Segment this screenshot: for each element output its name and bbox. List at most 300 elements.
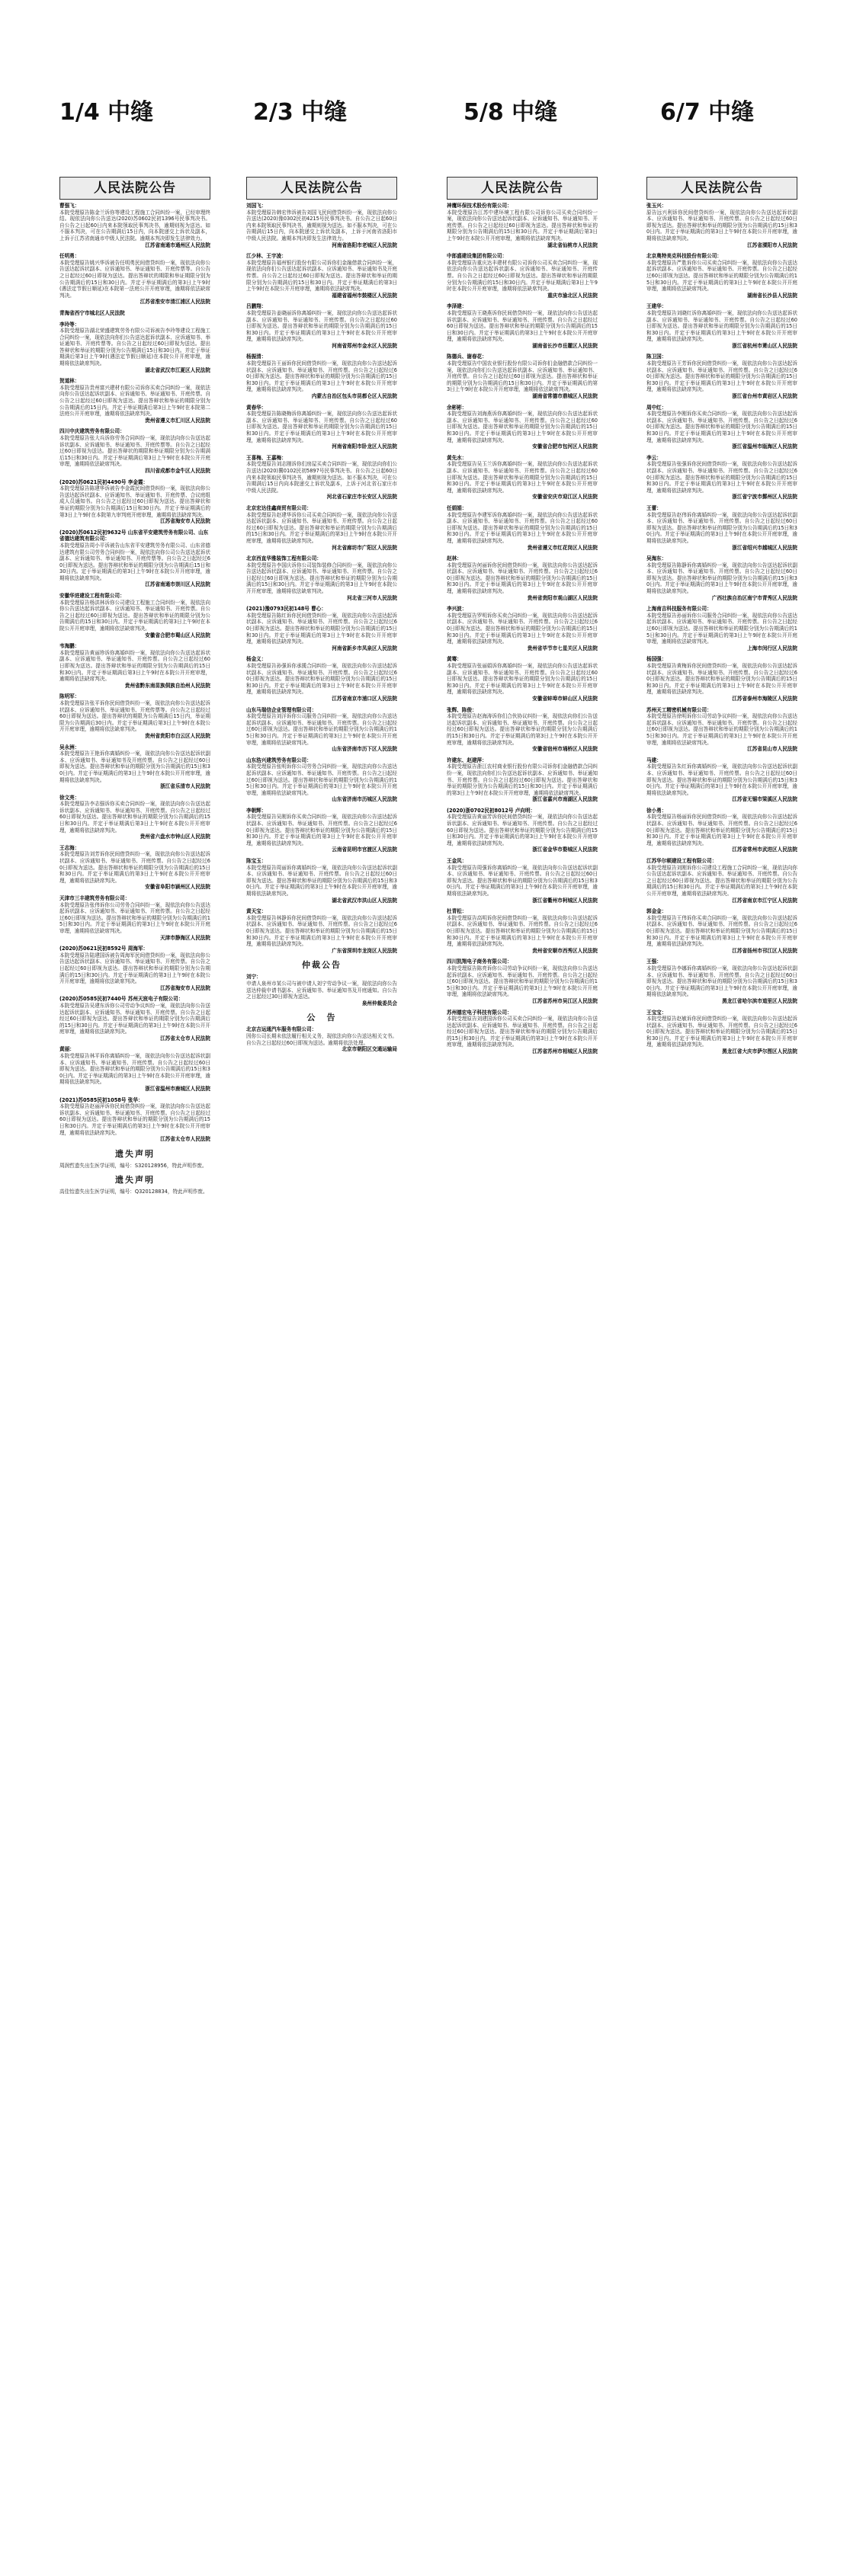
notice-addressee: 陈卫国：	[646, 354, 667, 360]
notice-court: 江苏省太仓市人民法院	[160, 1035, 210, 1042]
notice-text: 本院受理原告徐明诉你公司劳动争议纠纷一案，现依法向你公告送达起诉状副本、应诉通知书、举证通知书、开庭传票。自公告之日起经过60日即视为送达。提出答辩状和举证的期限分别为公告期满后的15日和30日内。并定于举证期满后的第3日上午9时在本院公开开庭审理，逾期将依法缺席判决。	[646, 713, 797, 746]
notice-court: 江苏省南通市通州区人民法院	[145, 242, 210, 248]
notice-addressee: 贺道林：	[59, 378, 80, 385]
notice-addressee: 王志海：	[59, 844, 80, 851]
notice-addressee: 任娟娟：	[447, 504, 467, 511]
court-notice	[59, 378, 210, 424]
notice-addressee: 杜青松：	[447, 908, 467, 915]
notice-court: 湖北省武汉市洪山区人民法院	[332, 897, 397, 904]
notice-addressee: 江少林、王宇凌：	[246, 253, 287, 260]
notice-court: 江苏省淮安市清江浦区人民法院	[140, 299, 210, 306]
court-notice	[646, 253, 797, 299]
court-notice	[246, 1026, 397, 1052]
notice-court: 湖北省武汉市江夏区人民法院	[145, 366, 210, 373]
notice-addressee: 周中红：	[646, 404, 667, 411]
notice-list	[59, 200, 210, 1195]
court-notice	[646, 303, 797, 349]
court-notice	[646, 656, 797, 702]
notice-addressee: (2021)苏0585民初1058号 张华：	[59, 1096, 143, 1103]
notice-text: 本院受理原告赵建华诉你公司买卖合同纠纷一案，现依法向你公告送达起诉状副本、应诉通知书、举证通知书、开庭传票。自公告之日起经过60日即视为送达。提出答辩状和举证的期限分别为公告期满后的15日和30日内。并定于举证期满后的第3日上午9时在本院公开开庭审理，逾期将依法缺席判决。	[246, 511, 397, 544]
notice-addressee: 杨国强：	[646, 656, 667, 663]
notice-addressee: 北京西直华雅装饰工程有限公司：	[246, 555, 322, 562]
notice-text: 本院受理原告赵海涛诉你们合伙协议纠纷一案，现依法向你们公告送达起诉状副本、应诉通知书、举证通知书、开庭传票。自公告之日起经过60日即视为送达。提出答辩状和举证的期限分别为公告期满后的15日和30日内。并定于举证期满后的第3日上午9时在本院公开开庭审理，逾期将依法缺席判决。	[447, 713, 598, 746]
court-notice	[646, 808, 797, 853]
notice-court: 浙江省嘉兴市南湖区人民法院	[532, 796, 598, 803]
notice-text: 本院受理原告赵伟诉你离婚纠纷一案，现依法向你公告送达起诉状副本、应诉通知书、举证通知书、开庭传票。自公告之日起经过60日即视为送达。提出答辩状和举证的期限分别为公告期满后的15日和30日内。并定于举证期满后的第3日上午9时在本院公开开庭审理，逾期将依法缺席判决。	[646, 511, 797, 544]
notice-text: 本院受理原告王晓燕诉你民间借贷纠纷一案，现依法向你公告送达起诉状副本、应诉通知书、举证通知书、开庭传票。自公告之日起经过60日即视为送达。提出答辩状和举证的期限分别为公告期满后的15日和30日内。并定于举证期满后的第3日上午9时在本院公开开庭审理，逾期将依法缺席判决。	[447, 309, 598, 343]
notice-addressee: 赵林：	[447, 555, 462, 562]
notice-addressee: 吴海东：	[646, 555, 667, 562]
notice-court: 安徽省合肥市包河区人民法院	[532, 443, 598, 450]
notice-addressee: 陈宝玉：	[246, 858, 267, 865]
notice-addressee: 杨金义：	[246, 656, 267, 663]
court-notice	[59, 1046, 210, 1092]
court-notice	[447, 808, 598, 853]
court-notice	[246, 253, 397, 299]
notice-text: 本院受理原告刘芳诉你民间借贷纠纷一案，现依法向你公告送达起诉状副本、应诉通知书、举证通知书、开庭传票。自公告之日起经过60日即视为送达。提出答辩状和举证的期限分别为公告期满后的15日和30日内。并定于举证期满后的第3日上午9时在本院公开开庭审理，逾期将依法缺席判决。	[59, 851, 210, 884]
notice-addressee: 徐小勇：	[646, 807, 667, 814]
court-notice	[447, 555, 598, 601]
notice-addressee: 吴永洲：	[59, 744, 80, 750]
notice-court: 贵州省遵义市汇川区人民法院	[145, 417, 210, 424]
notice-court: 黑龙江省大庆市萨尔图区人民法院	[722, 1048, 797, 1055]
lost-notice-title: 遗失声明	[115, 1148, 155, 1159]
notice-court: 黑龙江省哈尔滨市道里区人民法院	[722, 997, 797, 1004]
court-notice	[646, 505, 797, 551]
notice-court: 浙江省台州市黄岩区人民法院	[732, 393, 797, 400]
court-notice	[59, 795, 210, 840]
notice-text: 本院受理原告刘志刚诉你们房屋买卖合同纠纷一案，现依法向你们公告送达(2020)冀0102民初5897号民事判决书。自公告之日起60日内来本院领取民事判决书，逾期则视为送达。如不服本判决，可在公告期满后15日内向本院递交上诉状及副本，上诉于河北省石家庄市中级人民法院。	[246, 461, 397, 494]
notice-text: 本院受理原告周丽诉你离婚纠纷一案，现依法向你公告送达起诉状副本、应诉通知书、举证通知书、开庭传票。自公告之日起经过60日即视为送达。提出答辩状和举证的期限分别为公告期满后的15日和30日内。并定于举证期满后的第3日上午9时在本院公开开庭审理，逾期将依法缺席判决。	[246, 864, 397, 897]
notice-text: 因你公司长期未依法履行相关义务，现依法向你公告送达相关文书。自公告之日起经过60日即视为送达。逾期将依法处理。	[246, 1032, 397, 1046]
notice-court: 浙江省金华市婺城区人民法院	[532, 846, 598, 853]
notice-court: 河北省三河市人民法院	[347, 594, 397, 601]
column-5-8	[447, 177, 598, 2565]
lost-notice-text: 高佳怡遗失出生医学证明，编号：Q320128834，特此声明作废。	[59, 1189, 208, 1195]
column-title: 人民法院公告	[646, 177, 797, 200]
court-notice	[246, 303, 397, 349]
notice-text: 本院受理原告张伟诉你公司劳务合同纠纷一案，现依法向你公告送达起诉状副本、应诉通知书、举证通知书、开庭传票。自公告之日起经过60日即视为送达。提出答辩状和举证的期限分别为公告期满后的15日和30日内。并定于举证期满后的第3日上午9时在本院公开开庭审理，逾期将依法缺席判决。	[59, 901, 210, 934]
notice-court: 江苏省昆山市人民法院	[747, 746, 797, 753]
notice-court: 湖南省长沙县人民法院	[747, 292, 797, 299]
notice-text: 本院受理原告黄丽珍诉你离婚纠纷一案，现依法向你公告送达起诉状副本、应诉通知书、举证通知书、开庭传票。自公告之日起经过60日即视为送达。提出答辩状和举证的期限分别为公告期满后的15日和30日内。并定于举证期满后第3日上午9时在本院公开开庭审理，逾期将依法缺席判决。	[59, 649, 210, 683]
notice-court: 上海市闵行区人民法院	[747, 645, 797, 651]
notice-addressee: 山东马瑞信企业管理有限公司：	[246, 706, 317, 713]
notice-court: 湖北省仙桃市人民法院	[547, 242, 598, 248]
notice-text: 本院受理原告王伟诉你买卖合同纠纷一案，现依法向你公告送达起诉状副本、应诉通知书、举证通知书、开庭传票。自公告之日起经过60日即视为送达。提出答辩状和举证的期限分别为公告期满后的15日和30日内。并定于举证期满后的第3日上午9时在本院公开开庭审理，逾期将依法缺席判决。	[646, 914, 797, 948]
court-notice	[59, 996, 210, 1042]
notice-list	[246, 200, 397, 1053]
notice-text: 本院受理原告韩宏伟诉被告刘国飞民间借贷纠纷一案，现依法向你公告送达(2020)豫0302民初4215号民事判决书。自公告之日起60日内来本院领取民事判决书，逾期则视为送达。如不服本判决，可在公告期满后15日内，向本院递交上诉状及副本，上诉于河南省洛阳市中级人民法院。逾期本判决即发生法律效力。	[246, 209, 397, 242]
notice-court: 贵州省贵阳市白云区人民法院	[145, 732, 210, 739]
notice-court: 江苏省南京市浦口区人民法院	[332, 695, 397, 702]
notice-addressee: 天津市三丰建筑劳务有限公司：	[59, 895, 130, 901]
notice-text: 本院受理原告刘建国诉你公司买卖合同纠纷一案，现依法向你公告送达起诉状副本、应诉通知书、举证通知书、开庭传票。自公告之日起经过60日即视为送达。提出答辩状和举证的期限分别为公告期满后的15日和30日内。并定于举证期满后的第3日上午9时在本院公开开庭审理，逾期将依法缺席判决。	[447, 1016, 598, 1048]
notice-text: 本院受理原告吴刚诉你买卖合同纠纷一案，现依法向你公告送达起诉状副本、应诉通知书、举证通知书、开庭传票。自公告之日起经过60日即视为送达。提出答辩状和举证的期限分别为公告期满后的15日和30日内。并定于举证期满后的第3日上午9时在本院公开开庭审理，逾期将依法缺席判决。	[246, 814, 397, 846]
notice-court: 浙江省温州市鹿城区人民法院	[145, 1086, 210, 1093]
notice-text: 本院受理原告姜晓丽诉你离婚纠纷一案，现依法向你公告送达起诉状副本、应诉通知书、举证通知书、开庭传票。自公告之日起经过60日即视为送达。提出答辩状和举证的期限分别为公告期满后的15日和30日内。并定于举证期满后的第3日上午9时在本院公开开庭审理，逾期将依法缺席判决。	[246, 309, 397, 343]
notice-addressee: 刘宁：	[246, 974, 261, 981]
notice-court: 江苏省太仓市人民法院	[160, 1136, 210, 1143]
notice-text: 本院受理原告刘晓红诉你离婚纠纷一案，现依法向你公告送达起诉状副本、应诉通知书、举证通知书、开庭传票。自公告之日起经过60日即视为送达。提出答辩状和举证的期限分别为公告期满后的15日和30日内。并定于举证期满后的第3日上午9时在本院公开开庭审理，逾期将依法缺席判决。	[646, 309, 797, 343]
heading-5-8: 5/8 中缝	[463, 99, 558, 126]
notice-text: 本院受理原告张明诉你公司劳务合同纠纷一案，现依法向你公告送达起诉状副本、应诉通知书、举证通知书、开庭传票。自公告之日起经过60日即视为送达。提出答辩状和举证的期限分别为公告期满后的15日和30日内。并定于举证期满后的第3日上午9时在本院公开开庭审理，逾期将依法缺席判决。	[246, 763, 397, 796]
notice-addressee: 刘国飞：	[246, 203, 267, 209]
notice-court: 北京市朝阳区交通运输局	[342, 1046, 397, 1053]
court-notice	[59, 845, 210, 891]
court-notice	[59, 530, 210, 588]
notice-court: 江苏省海安市人民法院	[160, 984, 210, 991]
notice-court: 江苏省苏州市相城区人民法院	[532, 1048, 598, 1055]
notice-court: 河南省新乡市凤泉区人民法院	[332, 645, 397, 651]
column-title: 人民法院公告	[59, 177, 210, 200]
court-notice	[447, 354, 598, 399]
notice-court: 四川省成都市金牛区人民法院	[145, 467, 210, 474]
notice-text: 本院受理原告孙强诉你承揽合同纠纷一案，现依法向你公告送达起诉状副本、应诉通知书、举证通知书、开庭传票。自公告之日起经过60日即视为送达。提出答辩状和举证的期限分别为公告期满后的15日和30日内。并定于举证期满后的第3日上午9时在本院公开开庭审理，逾期将依法缺席判决。	[246, 663, 397, 696]
notice-text: 本院受理原告陈红诉你民间借贷纠纷一案，现依法向你公告送达起诉状副本、应诉通知书、举证通知书、开庭传票。自公告之日起经过60日即视为送达。提出答辩状和举证的期限分别为公告期满后的15日和30日内。并定于举证期满后的第3日上午9时在本院公开开庭审理，逾期将依法缺席判决。	[246, 612, 397, 645]
notice-court: 贵州省黔东南苗族侗族自治州人民法院	[124, 682, 210, 689]
notice-court: 安徽省阜阳市颍州区人民法院	[145, 884, 210, 891]
notice-addressee: 神鹰环保技术股份有限公司：	[447, 203, 512, 209]
court-notice	[447, 606, 598, 651]
notice-court: 安徽省合肥市蜀山区人民法院	[145, 632, 210, 638]
notice-text: 本院受理原告王艳诉你离婚纠纷一案，现依法向你公告送达起诉状副本、应诉通知书、举证通知书及开庭传票。自公告之日起经过60日即视为送达。提出答辩状和举证的期限分别为公告期满后的15日和30日内。并定于举证期满后的第3日上午9时在本院公开开庭审理，逾期将依法缺席判决。	[59, 750, 210, 783]
notice-addressee: 吕鹏翔：	[246, 303, 267, 310]
notice-court: 江苏省南通市崇川区人民法院	[145, 581, 210, 588]
notice-court: 云南省昆明市官渡区人民法院	[332, 846, 397, 853]
court-notice	[246, 974, 397, 1006]
notice-text: 本院受理原告刘刚诉你公司建设工程施工合同纠纷一案，现依法向你公告送达起诉状副本、应诉通知书、举证通知书、开庭传票。自公告之日起经过60日即视为送达。提出答辩状和举证的期限分别为公告期满后的15日和30日内。并定于举证期满后的第3日上午9时在本院公开开庭审理，逾期将依法缺席判决。	[646, 864, 797, 897]
notice-addressee: 张玉兴：	[646, 203, 667, 209]
notice-text: 本院受理原告陈金兰诉你等建设工程施工合同纠纷一案，已经审理终结。现依法向你公告送达(2020)苏0602民初1396号民事判决书。自公告之日起60日内来本院领取民事判决书，逾期则视为送达。如不服本判决，可在公告期满后15日内，向本院递交上诉状及副本，上诉于江苏省南通市中级人民法院。逾期本判决即发生法律效力。	[59, 209, 210, 242]
court-notice	[447, 405, 598, 450]
notice-addressee: 李朝辉：	[246, 807, 267, 814]
notice-court: 浙江省绍兴市越城区人民法院	[732, 544, 797, 551]
notice-list	[646, 200, 797, 1055]
notice-text: 本院受理原告严胜诉你公司买卖合同纠纷一案，现依法向你公告送达起诉状副本、应诉通知书、举证通知书、开庭传票。自公告之日起经过60日即视为送达。提出答辩状和举证的期限分别为公告期满后的15日和30日内。并定于举证期满后的第3日上午9时在本院公开开庭审理，逾期将依法缺席判决。	[646, 259, 797, 293]
notice-text: 本院受理原告林平诉你离婚纠纷一案，现依法向你公告送达起诉状副本、应诉通知书、举证通知书、开庭传票。自公告之日起经过60日即视为送达。提出答辩状和举证的期限分别为公告期满后的15日和30日内。并定于举证期满后的第3日上午9时在本院公开开庭审理，逾期将依法缺席判决。	[59, 1053, 210, 1086]
notice-addressee: 四川凯翔电子商务有限公司：	[447, 958, 512, 965]
notice-addressee: 许建东、赵建萍：	[447, 757, 487, 763]
notice-court: 河南省郑州市金水区人民法院	[332, 342, 397, 349]
court-notice	[59, 895, 210, 941]
court-notice	[646, 606, 797, 651]
notice-addressee: 李泽建：	[447, 303, 467, 310]
notice-addressee: 四川中庆建筑劳务有限公司：	[59, 428, 125, 435]
notice-addressee: 陈明军：	[59, 693, 80, 700]
notice-addressee: 上海南吉科技服务有限公司：	[646, 606, 712, 613]
court-notice	[59, 1097, 210, 1143]
notice-text: 本院受理原告周小平诉被告山东省平安建筑劳务有限公司、山东省德达建筑有限公司劳务合同纠纷一案，现依法向你公司公告送达起诉状副本、应诉通知书、举证通知书、开庭传票等。自公告之日起经过60日即视为送达。提出答辩状和举证的期限分别为公告期满后15日和30日内。定于举证期满后的第3日上午9时在本院公开开庭审理，逾期将依法缺席判决。	[59, 542, 210, 581]
notice-addressee: 任明勇：	[59, 253, 80, 260]
notice-addressee: 郭金金：	[646, 908, 667, 915]
notice-court: 浙江省杭州市萧山区人民法院	[732, 342, 797, 349]
court-notice	[447, 455, 598, 501]
notice-addressee: 徐文亮：	[59, 794, 80, 801]
court-notice	[246, 606, 397, 651]
notice-text: 本院受理原告张平诉你民间借贷纠纷一案，现依法向你公告送达起诉状副本、应诉通知书、举证通知书、开庭传票等。自公告之日起经过60日即视为送达。提出答辩状的期限为公告期满后15日内，举证期限为公告期满后30日内。并定于举证期满后第3日上午9时在本院公开开庭审理，逾期将依法缺席判决。	[59, 699, 210, 733]
court-notice	[447, 958, 598, 1004]
notice-text: 本院受理原告赵丽萍诉你民间借贷纠纷一案，现依法向你公告送达起诉状副本、应诉通知书、举证通知书、开庭传票。自公告之日起经过60日即视为送达。提出答辩状和举证的期限分别为公告期满后的15日和30日内。并定于举证期满后的第3日上午9时在本院公开开庭审理，逾期将依法缺席判决。	[59, 1103, 210, 1136]
notice-addressee: (2020)苏0621民初8592号 周海军：	[59, 946, 149, 952]
notice-addressee: (2020)苏0585民初7440号 苏州天宸电子有限公司：	[59, 996, 184, 1003]
public-notice-title: 公 告	[306, 1013, 337, 1023]
court-notice	[246, 908, 397, 954]
notice-court: 福建省福州市鼓楼区人民法院	[332, 292, 397, 299]
notice-addressee: 王蕾：	[646, 504, 662, 511]
notice-addressee: 王建华：	[646, 303, 667, 310]
notice-text: 本院受理原告浙江农村商业银行股份有限公司诉你们金融借款合同纠纷一案，现依法向你们公告送达起诉状副本、应诉通知书、举证通知书、开庭传票。自公告之日起经过60日即视为送达。提出答辩状和举证的期限分别为公告期满后的15日和30日内。并定于举证期满后的第3日上午9时在本院公开开庭审理，逾期将依法缺席判决。	[447, 763, 598, 796]
court-notice	[646, 455, 797, 501]
notice-addressee: 张辉、陈俊：	[447, 706, 477, 713]
notice-text: 申请人泉州市某公司与被申请人刘宁劳动争议一案，现依法向你公告送达仲裁申请书副本、应诉通知书、举证通知书及开庭通知。自公告之日起经过30日即视为送达。	[246, 980, 397, 1000]
notice-addressee: 马建：	[646, 757, 662, 763]
notice-text: 本院受理原告李娜诉你离婚纠纷一案，现依法向你公告送达起诉状副本、应诉通知书、举证通知书、开庭传票。自公告之日起经过60日即视为送达。提出答辩状和举证的期限分别为公告期满后的15日和30日内。并定于举证期满后的第3日上午9时在本院公开开庭审理，逾期将依法缺席判决。	[646, 965, 797, 998]
notice-addressee: 李兴波：	[447, 606, 467, 613]
column-title: 人民法院公告	[447, 177, 598, 200]
notice-court: 浙江省乐清市人民法院	[160, 783, 210, 790]
notice-text: 本院受理原告张大兵诉你劳务合同纠纷一案，现依法向你公告送达起诉状副本、应诉通知书、举证通知书、开庭传票等。自公告之日起经过60日即视为送达。提出答辩状的期限和举证期限分别为公告期满后15日和30日内。并定于举证期满后第3日上午9时在本院公开开庭审理，逾期将依法缺席判决。	[59, 435, 210, 468]
notice-addressee: 黄先水：	[447, 454, 467, 461]
notice-text: 本院受理原告李志强诉你买卖合同纠纷一案，现依法向你公告送达起诉状副本、应诉通知书、举证通知书、开庭传票。自公告之日起经过60日即视为送达。提出答辩状和举证的期限分别为公告期满后的15日和30日内。并定于举证期满后第3日上午9时在本院公开开庭审理，逾期将依法缺席判决。	[59, 801, 210, 834]
court-notice	[59, 479, 210, 525]
court-notice	[646, 958, 797, 1004]
court-notice	[447, 656, 598, 702]
court-notice	[447, 1010, 598, 1055]
court-notice	[646, 405, 797, 450]
notice-court: 贵州省毕节市七星关区人民法院	[527, 645, 598, 651]
column-title: 人民法院公告	[246, 177, 397, 200]
notice-court: 河南省南阳市卧龙区人民法院	[332, 443, 397, 450]
notice-addressee: 山东浩兴建筑劳务有限公司：	[246, 757, 312, 763]
notice-addressee: 黄春华：	[246, 404, 267, 411]
notice-addressee: 北京奥特美克科技股份有限公司：	[646, 253, 722, 260]
notice-text: 本院受理原告李建军诉你离婚纠纷一案，现依法向你公告送达起诉状副本、应诉通知书、举证通知书、开庭传票。自公告之日起经过60日即视为送达。提出答辩状和举证的期限分别为公告期满后的15日和30日内。并定于举证期满后的第3日上午9时在本院公开开庭审理，逾期将依法缺席判决。	[447, 511, 598, 544]
notice-text: 本院受理原告刘海燕诉你离婚纠纷一案，现依法向你公告送达起诉状副本、应诉通知书、举证通知书、开庭传票。自公告之日起经过60日即视为送达。提出答辩状和举证的期限分别为公告期满后的15日和30日内。并定于举证期满后的第3日上午9时在本院公开开庭审理，逾期将依法缺席判决。	[447, 411, 598, 443]
court-notice	[447, 505, 598, 551]
court-notice	[246, 455, 397, 501]
heading-2-3: 2/3 中缝	[253, 99, 348, 126]
notice-addressee: 王金凤：	[447, 858, 467, 865]
notice-text: 本院受理原告罗明诉你买卖合同纠纷一案，现依法向你公告送达起诉状副本、应诉通知书、举证通知书、开庭传票。自公告之日起经过60日即视为送达。提出答辩状和举证的期限分别为公告期满后的15日和30日内。并定于举证期满后的第3日上午9时在本院公开开庭审理，逾期将依法缺席判决。	[447, 612, 598, 645]
notice-addressee: 苏州德宏电子科技有限公司：	[447, 1009, 512, 1016]
notice-text: 本院受理原告林静诉你民间借贷纠纷一案，现依法向你公告送达起诉状副本、应诉通知书、举证通知书、开庭传票。自公告之日起经过60日即视为送达。提出答辩状和举证的期限分别为公告期满后的15日和30日内。并定于举证期满后的第3日上午9时在本院公开开庭审理，逾期将依法缺席判决。	[246, 914, 397, 948]
lost-notice-title: 遗失声明	[115, 1175, 155, 1186]
court-notice	[646, 757, 797, 803]
notice-text: 本院受理原告中国农业银行股份有限公司诉你们金融借款合同纠纷一案，现依法向你们公告送达起诉状副本、应诉通知书、举证通知书、开庭传票。自公告之日起经过60日即视为送达。提出答辩状和举证的期限分别为公告期满后的15日和30日内。并定于举证期满后的第3日上午9时在本院公开开庭审理，逾期将依法缺席判决。	[447, 360, 598, 393]
court-notice	[646, 354, 797, 399]
court-notice	[246, 656, 397, 702]
notice-text: 本院受理原告陈静诉你离婚纠纷一案，现依法向你公告送达起诉状副本、应诉通知书、举证通知书、开庭传票。自公告之日起经过60日即视为送达。提出答辩状和举证的期限分别为公告期满后的15日和30日内。并定于举证期满后的第3日上午9时在本院公开开庭审理，逾期将依法缺席判决。	[646, 562, 797, 595]
notice-court: 河北省廊坊市广阳区人民法院	[332, 544, 397, 551]
notice-text: 本院受理原告张丽娟诉你离婚纠纷一案，现依法向你公告送达起诉状副本、应诉通知书、举证通知书、开庭传票。自公告之日起经过60日即视为送达。提出答辩状和举证的期限分别为公告期满后的15日和30日内。并定于举证期满后的第3日上午9时在本院公开开庭审理，逾期将依法缺席判决。	[447, 663, 598, 696]
notice-addressee: 曹强飞：	[59, 203, 80, 209]
notice-court: 江苏省无锡市梁溪区人民法院	[732, 796, 797, 803]
court-notice	[246, 808, 397, 853]
notice-text: 本院受理原告福州银行股份有限公司诉你们金融借款合同纠纷一案，现依法向你们公告送达起诉状副本、应诉通知书、举证通知书及开庭传票。自公告之日起经过60日即视为送达。提出答辩状和举证的期限分别为公告期满后的15日和30日内。并定于举证期满后的第3日上午9时在本院公开开庭审理，逾期将依法缺席判决。	[246, 259, 397, 293]
court-notice	[447, 203, 598, 248]
notice-court: 广东省深圳市龙岗区人民法院	[332, 947, 397, 954]
court-notice	[59, 253, 210, 306]
court-notice	[447, 707, 598, 753]
court-notice	[246, 203, 397, 248]
notice-addressee: 北京吉运通汽车服务有限公司：	[246, 1026, 317, 1033]
arbitration-title: 仲裁公告	[302, 960, 342, 971]
notice-addressee: 黄丽：	[59, 1046, 75, 1053]
lost-notice-text: 周润哲遗失出生医学证明，编号：S320128956，特此声明作废。	[59, 1162, 207, 1169]
heading-6-7: 6/7 中缝	[660, 99, 755, 126]
notice-addressee: 江苏华尔顿建设工程有限公司：	[646, 858, 717, 865]
notice-addressee: 安徽华进建设工程有限公司：	[59, 593, 125, 600]
notice-court: 江苏省苏州市吴江区人民法院	[532, 997, 598, 1004]
court-notice	[59, 643, 210, 689]
notice-addressee: 青海省西宁市城北区人民法院	[59, 309, 125, 316]
notice-addressee: 李玲等：	[59, 321, 80, 328]
notice-court: 河南省洛阳市老城区人民法院	[332, 242, 397, 248]
notice-addressee: 韦海鹏：	[59, 643, 80, 650]
notice-addressee: 苏州天工精密机械有限公司：	[646, 706, 712, 713]
notice-text: 原告远兴利诉你民间借贷纠纷一案，现依法向你公告送达起诉状副本、应诉通知书、举证通知书、开庭传票。自公告之日起经过60日即视为送达。提出答辩状和举证的期限分别为公告期满后的15日和30日内。并定于举证期满后的第3日上午9时在本院公开开庭审理，逾期将依法缺席判决。	[646, 209, 797, 242]
notice-court: 山东省济南市历城区人民法院	[332, 796, 397, 803]
notice-court: 江苏省扬州市邗江区人民法院	[732, 947, 797, 954]
column-2-3	[246, 177, 397, 2565]
notice-court: 广西壮族自治区南宁市青秀区人民法院	[711, 594, 797, 601]
notice-text: 本院受理原告李刚诉你买卖合同纠纷一案，现依法向你公告送达起诉状副本、应诉通知书、举证通知书、开庭传票。自公告之日起经过60日即视为送达。提出答辩状和举证的期限分别为公告期满后的15日和30日内。并定于举证期满后的第3日上午9时在本院公开开庭审理，逾期将依法缺席判决。	[646, 411, 797, 443]
notice-addressee: 中郎盛建设集团有限公司：	[447, 253, 508, 260]
court-notice	[447, 757, 598, 803]
notice-addressee: 王强：	[646, 958, 662, 965]
notice-court: 泉州仲裁委员会	[361, 1000, 397, 1006]
court-notice	[59, 946, 210, 991]
heading-1-4: 1/4 中缝	[59, 99, 154, 126]
notice-addressee: 李云：	[646, 454, 662, 461]
notice-text: 本院受理原告何丽诉你民间借贷纠纷一案，现依法向你公告送达起诉状副本、应诉通知书、举证通知书、开庭传票。自公告之日起经过60日即视为送达。提出答辩状和举证的期限分别为公告期满后的15日和30日内。并定于举证期满后的第3日上午9时在本院公开开庭审理，逾期将依法缺席判决。	[447, 562, 598, 595]
court-notice	[59, 428, 210, 474]
notice-text: 本院受理原告李国庆诉你公司装饰装修合同纠纷一案，现依法向你公告送达起诉状副本、应诉通知书、举证通知书、开庭传票。自公告之日起经过60日即视为送达。提出答辩状和举证的期限分别为公告期满后的15日和30日内。并定于举证期满后的第3日上午9时在本院公开开庭审理，逾期将依法缺席判决。	[246, 562, 397, 595]
notice-court: 江苏省泰州市海陵区人民法院	[732, 695, 797, 702]
notice-text: 本院受理原告陈建华诉被告李金霞民间借贷纠纷一案，现依法向你公告送达起诉状副本、应诉通知书、举证通知书、开庭传票、合议庭组成人员通知书。自公告之日起经过60日即视为送达。提出答辩状和举证的期限分别为公告期满后15日和30日内。并定于举证期满后的第3日上午9时在本院第九审判庭开庭审理，逾期将依法缺席判决。	[59, 485, 210, 518]
notice-text: 本院受理原告陈亮诉你公司劳动争议纠纷一案，现依法向你公告送达起诉状副本、应诉通知书、举证通知书、开庭传票。自公告之日起经过60日即视为送达。提出答辩状和举证的期限分别为公告期满后的15日和30日内。并定于举证期满后的第3日上午9时在本院公开开庭审理，逾期将依法缺席判决。	[447, 965, 598, 998]
notice-text: 本院受理原告黄丽芳诉你民间借贷纠纷一案，现依法向你公告送达起诉状副本、应诉通知书、举证通知书、开庭传票。自公告之日起经过60日即视为送达。提出答辩状和举证的期限分别为公告期满后的15日和30日内。并定于举证期满后的第3日上午9时在本院公开开庭审理，逾期将依法缺席判决。	[447, 814, 598, 846]
court-notice	[59, 744, 210, 790]
notice-text: 本院受理原告朱红诉你离婚纠纷一案，现依法向你公告送达起诉状副本、应诉通知书、举证通知书、开庭传票。自公告之日起经过60日即视为送达。提出答辩状和举证的期限分别为公告期满后的15日和30日内。并定于举证期满后的第3日上午9时在本院公开开庭审理，逾期将依法缺席判决。	[646, 763, 797, 796]
notice-court: 天津市静海区人民法院	[160, 934, 210, 941]
notice-addressee: 杨振清：	[246, 354, 267, 360]
notice-text: 本院受理原告陆建国诉被告周海军民间借贷纠纷一案，现依法向你公告送达起诉状副本、应诉通知书、举证通知书、开庭传票。自公告之日起经过60日即视为送达。提出答辩状和举证的期限分别为公告期满后的15日和30日内。并定于举证期满后的第3日上午9时在本院公开开庭审理，逾期将依法缺席判决。	[59, 952, 210, 985]
court-notice	[246, 707, 397, 753]
court-notice	[646, 858, 797, 904]
notice-court: 湖南省长沙市岳麓区人民法院	[532, 342, 598, 349]
notice-text: 本院受理原告刘洋诉你公司服务合同纠纷一案，现依法向你公告送达起诉状副本、应诉通知书、举证通知书、开庭传票。自公告之日起经过60日即视为送达。提出答辩状和举证的期限分别为公告期满后的15日和30日内。并定于举证期满后的第3日上午9时在本院公开开庭审理，逾期将依法缺席判决。	[246, 713, 397, 746]
court-notice	[246, 405, 397, 450]
notice-addressee: (2020)苏0621民初4490号 李金霞：	[59, 478, 149, 485]
notice-court: 贵州省遵义市红花岗区人民法院	[527, 544, 598, 551]
notice-text: 本院受理原告杨洪林诉你公司建设工程施工合同纠纷一案，现依法向你公告送达起诉状副本、应诉通知书、举证通知书、开庭传票。自公告之日起经过60日即视为送达。提出答辩状和举证的期限分别为公告期满后的15日和30日内。并定于举证期满后的第3日上午9时在本院公开开庭审理，逾期将依法缺席判决。	[59, 599, 210, 632]
notice-court: 江苏省溧阳市人民法院	[747, 242, 797, 248]
notice-court: 安徽省蚌埠市蚌山区人民法院	[532, 695, 598, 702]
notice-court: 浙江省衢州市柯城区人民法院	[532, 897, 598, 904]
notice-text: 本院受理原告孙丽诉你公司服务合同纠纷一案，现依法向你公告送达起诉状副本、应诉通知书、举证通知书、开庭传票。自公告之日起经过60日即视为送达。提出答辩状和举证的期限分别为公告期满后的15日和30日内。并定于举证期满后的第3日上午9时在本院公开开庭审理，逾期将依法缺席判决。	[646, 612, 797, 645]
court-notice	[59, 322, 210, 374]
court-notice	[447, 858, 598, 904]
notice-court: 江苏省海安市人民法院	[160, 518, 210, 525]
court-notice	[59, 203, 210, 248]
court-notice	[59, 310, 210, 317]
court-notice	[246, 505, 397, 551]
notice-text: 本院受理原告姚兴华诉被告任明勇民间借贷纠纷一案，现依法向你公告送达起诉状副本、应诉通知书、举证通知书、开庭传票等。自公告之日起经过60日即视为送达。提出答辩状的期限和举证期限分别为公告期满后的15日和30日内。并定于举证期满后的第3日上午9时(遇法定节假日顺延)在本院第一法庭公开开庭审理，逾期将依法缺席判决。	[59, 259, 210, 299]
notice-text: 本院受理原告湖北荣盛建筑劳务有限公司诉被告李玲等建设工程施工合同纠纷一案，现依法向你们公告送达起诉状副本、应诉通知书、举证通知书、开庭传票等。自公告之日起经过60日即视为送达。提出答辩状和举证的期限分别为公告期满后15日和30日内。并定于举证期满后第3日上午9时(遇法定节假日顺延)在本院公开开庭审理，逾期将依法缺席判决。	[59, 328, 210, 367]
notice-court: 江苏省南京市江宁区人民法院	[732, 897, 797, 904]
notice-text: 本院受理原告周强诉你离婚纠纷一案，现依法向你公告送达起诉状副本、应诉通知书、举证通知书、开庭传票。自公告之日起经过60日即视为送达。提出答辩状和举证的期限分别为公告期满后的15日和30日内。并定于举证期满后的第3日上午9时在本院公开开庭审理，逾期将依法缺席判决。	[447, 864, 598, 897]
notice-addressee: (2020)浙0702民初8012号 卢向明：	[447, 807, 536, 814]
notice-text: 本院受理原告重庆达丰建材有限公司诉你公司买卖合同纠纷一案，现依法向你公告送达起诉状副本、应诉通知书、举证通知书、开庭传票。自公告之日起经过60日即视为送达。提出答辩状和举证的期限分别为公告期满后的15日和30日内。并定于举证期满后第3日上午9时在本院公开开庭审理，逾期将依法缺席判决。	[447, 259, 598, 293]
court-notice	[646, 908, 797, 954]
court-notice	[447, 303, 598, 349]
notice-text: 本院受理原告黄梅诉你民间借贷纠纷一案，现依法向你公告送达起诉状副本、应诉通知书、举证通知书、开庭传票。自公告之日起经过60日即视为送达。提出答辩状和举证的期限分别为公告期满后的15日和30日内。并定于举证期满后的第3日上午9时在本院公开开庭审理，逾期将依法缺席判决。	[646, 663, 797, 696]
notice-addressee: 黄骞：	[447, 656, 462, 663]
notice-text: 本院受理原告吴建东诉你公司劳动争议纠纷一案，现依法向你公告送达起诉状副本、应诉通知书、举证通知书、开庭传票。自公告之日起经过60日即视为送达。提出答辩状和举证的期限分别为公告期满后的15日和30日内。并定于举证期满后的第3日上午9时在本院公开开庭审理，逾期将依法缺席判决。	[59, 1002, 210, 1035]
notice-addressee: 余彬彬：	[447, 404, 467, 411]
notice-addressee: 王喜梅、王嘉梅：	[246, 454, 287, 461]
notice-court: 安徽省安庆市迎江区人民法院	[532, 494, 598, 501]
notice-text: 本院受理原告贵州富兴建材有限公司诉你买卖合同纠纷一案，现依法向你公告送达起诉状副本、应诉通知书、举证通知书、开庭传票。自公告之日起经过60日即视为送达。提出答辩状和举证的期限分别为公告期满后的15日内。并定于举证期满后第3日上午9时在本院第二法庭公开开庭审理，逾期将依法缺席判决。	[59, 384, 210, 418]
notice-text: 本院受理原告杨丽诉你民间借贷纠纷一案，现依法向你公告送达起诉状副本、应诉通知书、举证通知书、开庭传票。自公告之日起经过60日即视为送达。提出答辩状和举证的期限分别为公告期满后的15日和30日内。并定于举证期满后的第3日上午9时在本院公开开庭审理，逾期将依法缺席判决。	[646, 814, 797, 846]
notice-text: 本院受理原告张强诉你民间借贷纠纷一案，现依法向你公告送达起诉状副本、应诉通知书、举证通知书、开庭传票。自公告之日起经过60日即视为送达。提出答辩状和举证的期限分别为公告期满后的15日和30日内。并定于举证期满后的第3日上午9时在本院公开开庭审理，逾期将依法缺席判决。	[646, 461, 797, 494]
court-notice	[59, 693, 210, 739]
notice-text: 本院受理原告江苏中建环境工程有限公司诉你公司买卖合同纠纷一案，现依法向你公告送达起诉状副本、应诉通知书、举证通知书、开庭传票。自公告之日起经过60日即视为送达。提出答辩状和举证的期限分别为公告期满后的15日和30日内。并定于举证期满后第3日上午9时在本院公开开庭审理，逾期将依法缺席判决。	[447, 209, 598, 242]
notice-court: 浙江省温州市瓯海区人民法院	[732, 443, 797, 450]
court-notice	[246, 858, 397, 904]
court-notice	[59, 593, 210, 638]
column-6-7	[646, 177, 797, 2565]
column-1-4	[59, 177, 210, 2565]
court-notice	[246, 757, 397, 803]
notice-court: 山东省济南市历下区人民法院	[332, 746, 397, 753]
notice-addressee: 王宝宝：	[646, 1009, 667, 1016]
notice-court: 湖南省常德市鼎城区人民法院	[532, 393, 598, 400]
notice-addressee: 陈德兵、谢春花：	[447, 354, 487, 360]
notice-court: 重庆市渝北区人民法院	[547, 292, 598, 299]
notice-addressee: (2021)豫0793民初148号 曹心：	[246, 606, 326, 613]
court-notice	[246, 354, 397, 399]
court-notice	[447, 908, 598, 954]
notice-court: 江苏省常州市武进区人民法院	[732, 846, 797, 853]
court-notice	[447, 253, 598, 299]
notice-court: 贵州省贵阳市观山湖区人民法院	[527, 594, 598, 601]
court-notice	[646, 555, 797, 601]
notice-court: 贵州省安顺市西秀区人民法院	[532, 947, 598, 954]
notice-text: 本院受理原告王丽诉你民间借贷纠纷一案，现依法向你公告送达起诉状副本、应诉通知书、举证通知书、开庭传票。自公告之日起经过60日即视为送达。提出答辩状和举证的期限分别为公告期满后的15日和30日内。并定于举证期满后的第3日上午9时在本院公开开庭审理，逾期将依法缺席判决。	[246, 360, 397, 393]
notice-court: 内蒙古自治区包头市昆都仑区人民法院	[311, 393, 397, 400]
notice-text: 本院受理原告王芳诉你民间借贷纠纷一案，现依法向你公告送达起诉状副本、应诉通知书、举证通知书、开庭传票。自公告之日起经过60日即视为送达。提出答辩状和举证的期限分别为公告期满后的15日和30日内。并定于举证期满后的第3日上午9时在本院公开开庭审理，逾期将依法缺席判决。	[646, 360, 797, 393]
notice-court: 贵州省六盘水市钟山区人民法院	[140, 834, 210, 840]
notice-court: 安徽省宿州市埇桥区人民法院	[532, 746, 598, 753]
court-notice	[646, 1010, 797, 1055]
court-notice	[646, 707, 797, 753]
court-notice	[646, 203, 797, 248]
notice-text: 本院受理原告吴玉兰诉你离婚纠纷一案，现依法向你公告送达起诉状副本、应诉通知书、举证通知书、开庭传票。自公告之日起经过60日即视为送达。提出答辩状和举证的期限分别为公告期满后的15日和30日内。并定于举证期满后的第3日上午9时在本院公开开庭审理，逾期将依法缺席判决。	[447, 461, 598, 494]
notice-court: 浙江省宁波市鄞州区人民法院	[732, 494, 797, 501]
court-notice	[246, 555, 397, 601]
notice-addressee: 北京宏达佳鑫商贸有限公司：	[246, 504, 312, 511]
notice-list	[447, 200, 598, 1055]
notice-text: 本院受理原告高明诉你民间借贷纠纷一案，现依法向你公告送达起诉状副本、应诉通知书、举证通知书、开庭传票。自公告之日起经过60日即视为送达。提出答辩状和举证的期限分别为公告期满后的15日和30日内。并定于举证期满后的第3日上午9时在本院公开开庭审理，逾期将依法缺席判决。	[447, 914, 598, 948]
notice-text: 本院受理原告赵敏诉你民间借贷纠纷一案，现依法向你公告送达起诉状副本、应诉通知书、举证通知书、开庭传票。自公告之日起经过60日即视为送达。提出答辩状和举证的期限分别为公告期满后的15日和30日内。并定于举证期满后的第3日上午9时在本院公开开庭审理，逾期将依法缺席判决。	[646, 1016, 797, 1048]
notice-addressee: 黄天宝：	[246, 908, 267, 915]
notice-text: 本院受理原告陈晓梅诉你离婚纠纷一案，现依法向你公告送达起诉状副本、应诉通知书、举证通知书、开庭传票。自公告之日起经过60日即视为送达。提出答辩状和举证的期限分别为公告期满后的15日和30日内。并定于举证期满后的第3日上午9时在本院公开开庭审理，逾期将依法缺席判决。	[246, 411, 397, 443]
notice-court: 河北省石家庄市长安区人民法院	[326, 494, 397, 501]
notice-addressee: (2020)苏0612民初9632号 山东省平安建筑劳务有限公司、山东省德达建筑有限公司：	[59, 529, 209, 542]
